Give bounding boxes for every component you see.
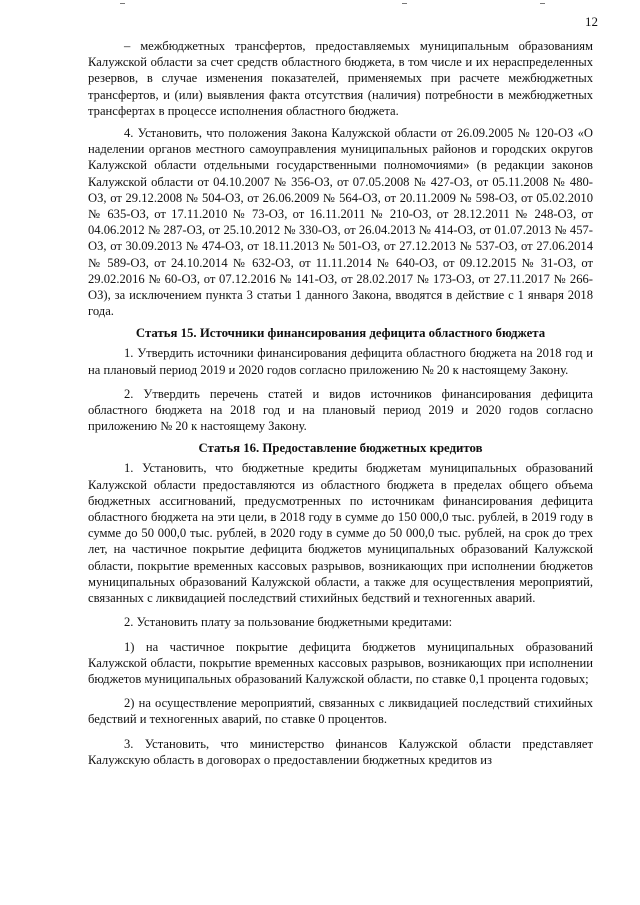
article-heading: Статья 16. Предоставление бюджетных кредитов bbox=[198, 441, 483, 456]
paragraph: 3. Установить, что министерство финансов Калужской области представляет Калужскую область в договорах о предоставлении бюджетных кредитов из bbox=[88, 736, 593, 767]
paragraph: 1. Установить, что бюджетные кредиты бюджетам муниципальных образований Калужской области предоставляются из областного бюджета в пределах общего объема бюджетных ассигнований, предусмотренных по источникам финансирования дефицита областного бюджета на эти цели, в 2018 году в сумме до 150 000,0 тыс. рублей, в 2019 году в сумме до 50 000,0 тыс. рублей, в 2020 году в сумме до 50 000,0 тыс. рублей, на срок до трех лет, на частичное покрытие дефицита бюджетов муниципальных образований Калужской области, покрытие временных кассовых разрывов, возникающих при исполнении бюджетов муниципальных образований Калужской области, а также для осуществления мероприятий, связанных с ликвидацией последствий стихийных бедствий и техногенных аварий. bbox=[88, 461, 593, 606]
scan-speck bbox=[402, 3, 407, 4]
scan-speck bbox=[120, 3, 125, 4]
paragraph: 2) на осуществление мероприятий, связанных с ликвидацией последствий стихийных бедствий и техногенных аварий, по ставке 0 процентов. bbox=[88, 696, 593, 727]
paragraph: – межбюджетных трансфертов, предоставляемых муниципальным образованиям Калужской области за счет средств областного бюджета, в том числе и их нераспределенных резервов, в случае изменения показателей, применяемых при расчете межбюджетных трансфертов, и (или) выявления факта отсутствия (наличия) потребности в межбюджетных трансфертах в процессе исполнения областного бюджета. bbox=[88, 39, 593, 118]
paragraph: 1) на частичное покрытие дефицита бюджетов муниципальных образований Калужской области, покрытие временных кассовых разрывов, возникающих при исполнении бюджетов муниципальных образований Калужской области, по ставке 0,1 процента годовых; bbox=[88, 639, 593, 686]
article-heading: Статья 15. Источники финансирования дефицита областного бюджета bbox=[135, 326, 546, 341]
page-number: 12 bbox=[585, 14, 598, 29]
paragraph: 2. Установить плату за пользование бюджетными кредитами: bbox=[124, 615, 453, 630]
paragraph: 4. Установить, что положения Закона Калужской области от 26.09.2005 № 120-ОЗ «О наделении органов местного самоуправления муниципальных районов и городских округов Калужской области отдельными государственными полномочиями» (в редакции законов Калужской области от 04.10.2007 № 356-ОЗ, от 07.05.2008 № 427-ОЗ, от 05.11.2008 № 480-ОЗ, от 29.12.2008 № 504-ОЗ, от 26.06.2009 № 564-ОЗ, от 20.11.2009 № 598-ОЗ, от 05.02.2010 № 635-ОЗ, от 17.11.2010 № 73-ОЗ, от 16.11.2011 № 210-ОЗ, от 28.12.2011 № 248-ОЗ, от 04.06.2012 № 287-ОЗ, от 25.10.2012 № 330-ОЗ, от 26.04.2013 № 414-ОЗ, от 01.07.2013 № 457-ОЗ, от 30.09.2013 № 474-ОЗ, от 18.11.2013 № 501-ОЗ, от 27.12.2013 № 537-ОЗ, от 27.06.2014 № 589-ОЗ, от 24.10.2014 № 632-ОЗ, от 11.11.2014 № 640-ОЗ, от 09.12.2015 № 31-ОЗ, от 29.02.2016 № 60-ОЗ, от 07.12.2016 № 141-ОЗ, от 28.02.2017 № 173-ОЗ, от 27.11.2017 № 266-ОЗ), за исключением пункта 3 статьи 1 данного Закона, вводятся в действие с 1 января 2018 года. bbox=[88, 126, 593, 319]
paragraph: 1. Утвердить источники финансирования дефицита областного бюджета на 2018 год и на плановый период 2019 и 2020 годов согласно приложению № 20 к настоящему Закону. bbox=[88, 346, 593, 377]
scan-speck bbox=[540, 3, 545, 4]
document-body bbox=[88, 38, 593, 768]
paragraph: 2. Утвердить перечень статей и видов источников финансирования дефицита областного бюджета на 2018 год и на плановый период 2019 и 2020 годов согласно приложению № 20 к настоящему Закону. bbox=[88, 386, 593, 434]
